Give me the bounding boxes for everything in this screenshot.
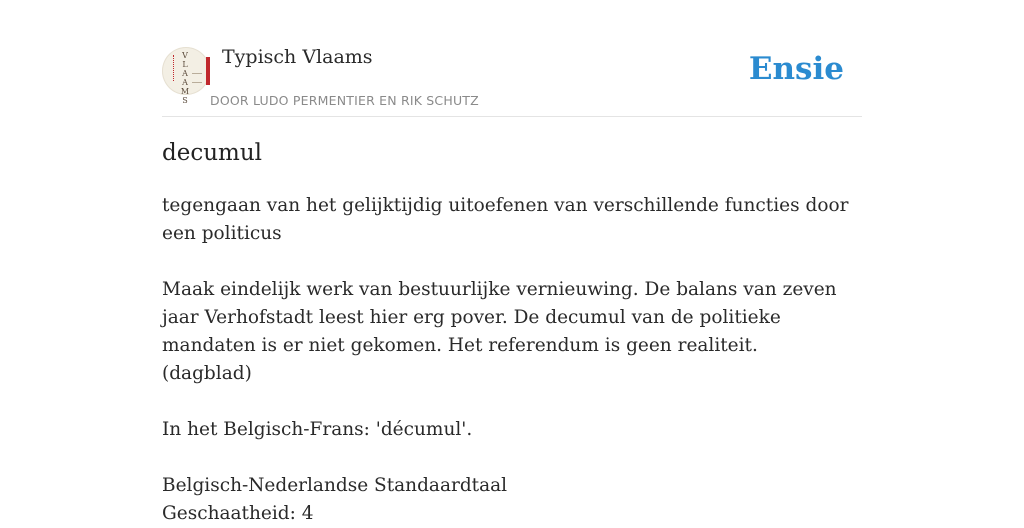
entry-source: (dagblad)	[162, 363, 252, 384]
logo-letters: V L A A M S	[180, 51, 190, 105]
logo-small-text-lines	[192, 73, 202, 83]
entry-body	[162, 192, 862, 528]
entry-frequency: Geschaatheid: 4	[162, 503, 314, 524]
entry-definition: tegengaan van het gelijktijdig uitoefenen van verschillende functies door een politicus	[162, 195, 849, 244]
entry-category: Belgisch-Nederlandse Standaardtaal	[162, 475, 508, 496]
header	[162, 44, 862, 117]
book-cover-logo[interactable]	[162, 47, 210, 105]
entry-note: In het Belgisch-Frans: 'décumul'.	[162, 419, 473, 440]
ensie-brand-link[interactable]: Ensie	[748, 51, 844, 87]
site-title[interactable]: Typisch Vlaams	[222, 46, 373, 68]
logo-red-marks	[173, 55, 177, 81]
entry-example: Maak eindelijk werk van bestuurlijke vernieuwing. De balans van zeven jaar Verhofstadt leest hier erg pover. De decumul van de politieke mandaten is er niet gekomen. Het referendum is geen realiteit.	[162, 279, 837, 356]
author-byline: DOOR LUDO PERMENTIER EN RIK SCHUTZ	[210, 93, 479, 108]
entry-term: decumul	[162, 140, 263, 166]
logo-red-stripe	[206, 57, 210, 85]
